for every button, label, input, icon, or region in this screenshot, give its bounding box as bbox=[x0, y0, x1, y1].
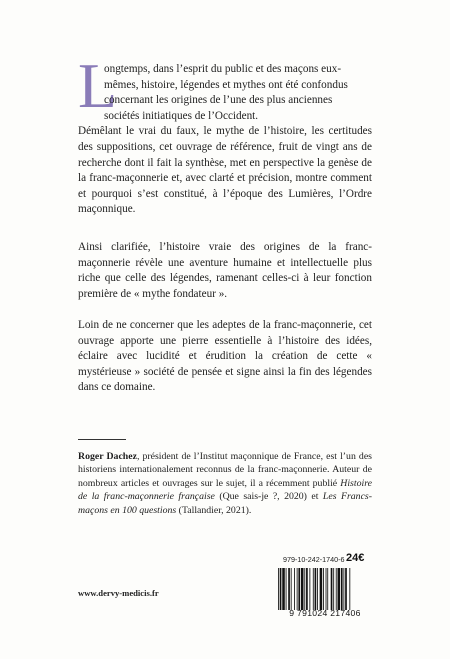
intro-line-1: ongtemps, dans l’esprit du public et des maçons eux- bbox=[104, 63, 342, 75]
bio-text-2: (Que sais-je ?, 2020) et bbox=[214, 491, 323, 503]
paragraph-2-text: Ainsi clarifiée, l’histoire vraie des origines de la franc-maçonnerie révèle une aventure humaine et intellectuelle plus riche que celle des légendes, ramenant celles-ci à leur fonction première de « mythe fondateur ». bbox=[78, 241, 372, 300]
author-bio-text bbox=[78, 450, 372, 517]
intro-line-4: sociétés initiatiques de l’Occident. bbox=[104, 109, 259, 122]
divider bbox=[78, 439, 126, 440]
publisher-website: www.dervy-medicis.fr bbox=[78, 588, 159, 598]
intro-rest: Démêlant le vrai du faux, le mythe de l’histoire, les certitudes des suppositions, cet ouvrage de référence, fruit de vingt ans de recherche dont il fait la synthèse, met en perspective la genèse de la franc-maçonnerie et, avec clarté et précision, montre comment et pourquoi s’est constitué, à l’époque des Lumières, l’Ordre maçonnique. bbox=[78, 125, 372, 216]
drop-cap: L bbox=[78, 50, 118, 121]
barcode-image bbox=[277, 568, 373, 610]
paragraph-3 bbox=[78, 318, 372, 396]
intro-text bbox=[78, 62, 372, 218]
barcode-digits: 9 791024 217406 bbox=[289, 608, 361, 618]
paragraph-2 bbox=[78, 240, 372, 302]
isbn-number: 979-10-242-1740-6 bbox=[283, 555, 345, 564]
bio-book-title-1: Histoire de la franc-maçonnerie française bbox=[78, 477, 372, 503]
bio-text-3: (Tallandier, 2021). bbox=[176, 504, 252, 516]
intro-line-2: mêmes, histoire, légendes et mythes ont été confondus bbox=[104, 78, 348, 91]
intro-line-3: concernant les origines de l’une des plus anciennes bbox=[104, 94, 333, 107]
price: 24€ bbox=[346, 552, 365, 564]
paragraph-3-text: Loin de ne concerner que les adeptes de la franc-maçonnerie, cet ouvrage apporte une pierre essentielle à l’histoire des idées, éclaire avec lucidité et érudition la création de cette « mystérieuse » société de pensée et signe ainsi la fin des légendes dans ce domaine. bbox=[78, 319, 372, 394]
bio-book-title-2: Les Francs-maçons en 100 questions bbox=[78, 491, 372, 516]
intro-paragraph bbox=[78, 62, 372, 218]
bio-text-1: , président de l’Institut maçonnique de France, est l’un des historiens internationalement reconnus de la franc-maçonnerie. Auteur de nombreux articles et ouvrages sur le sujet, il a récemment publié bbox=[78, 451, 372, 489]
author-bio bbox=[78, 450, 372, 517]
author-name: Roger Dachez bbox=[78, 451, 137, 462]
